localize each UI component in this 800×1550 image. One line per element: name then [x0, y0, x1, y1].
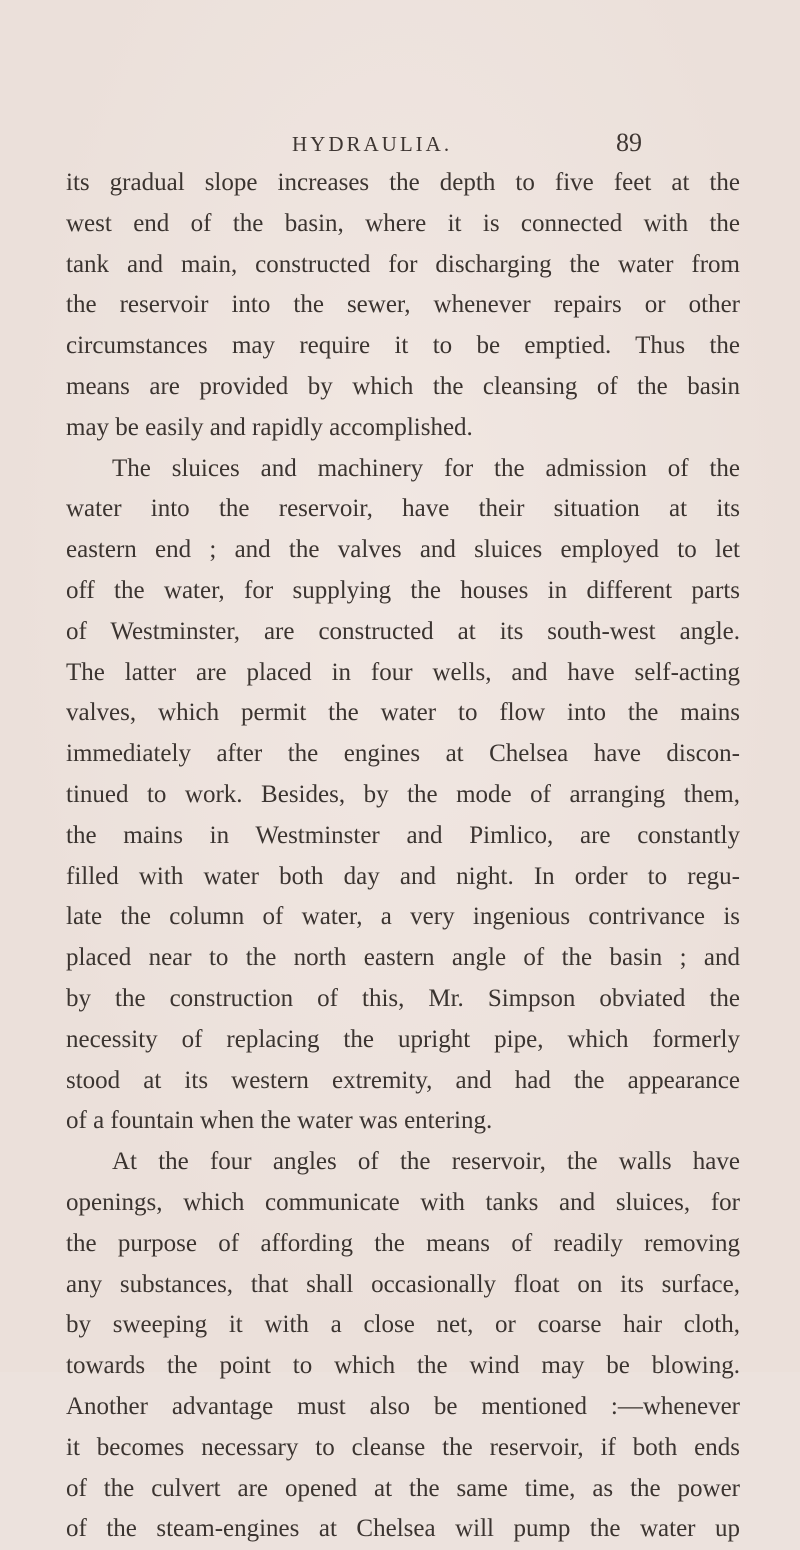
text-line: late the column of water, a very ingenious contrivance is	[66, 903, 740, 931]
text-line: necessity of replacing the upright pipe, which formerly	[66, 1025, 740, 1053]
text-line: tank and main, constructed for discharging the water from	[66, 250, 740, 278]
text-line: circumstances may require it to be emptied. Thus the	[66, 332, 740, 360]
text-line: stood at its western extremity, and had the appearance	[66, 1066, 740, 1094]
text-line: water into the reservoir, have their situation at its	[66, 495, 740, 523]
body-text	[66, 163, 740, 1550]
text-line: by sweeping it with a close net, or coarse hair cloth,	[66, 1311, 740, 1339]
text-line: tinued to work. Besides, by the mode of arranging them,	[66, 780, 740, 808]
text-line: Another advantage must also be mentioned :—whenever	[66, 1392, 740, 1420]
text-line: it becomes necessary to cleanse the reservoir, if both ends	[66, 1433, 740, 1461]
text-line: the mains in Westminster and Pimlico, are constantly	[66, 821, 740, 849]
text-line: of Westminster, are constructed at its south-west angle.	[66, 617, 740, 645]
text-line: immediately after the engines at Chelsea have discon-	[66, 740, 740, 768]
text-line: valves, which permit the water to flow into the mains	[66, 699, 740, 727]
text-line: the purpose of affording the means of readily removing	[66, 1229, 740, 1257]
text-line: placed near to the north eastern angle of the basin ; and	[66, 944, 740, 972]
text-line: off the water, for supplying the houses in different parts	[66, 576, 740, 604]
text-line: of the steam-engines at Chelsea will pump the water up	[66, 1515, 740, 1543]
text-line: means are provided by which the cleansing of the basin	[66, 372, 740, 400]
text-line: openings, which communicate with tanks and sluices, for	[66, 1188, 740, 1216]
text-line: At the four angles of the reservoir, the walls have	[112, 1148, 740, 1176]
page-number: 89	[616, 128, 642, 157]
text-line: The sluices and machinery for the admission of the	[112, 454, 740, 482]
text-line: by the construction of this, Mr. Simpson obviated the	[66, 984, 740, 1012]
text-line: filled with water both day and night. In order to regu-	[66, 862, 740, 890]
text-line: west end of the basin, where it is connected with the	[66, 209, 740, 237]
text-line: any substances, that shall occasionally float on its surface,	[66, 1270, 740, 1298]
running-title: HYDRAULIA.	[292, 132, 453, 156]
text-line: towards the point to which the wind may be blowing.	[66, 1352, 740, 1380]
text-line: The latter are placed in four wells, and have self-acting	[66, 658, 740, 686]
text-line: the reservoir into the sewer, whenever repairs or other	[66, 291, 740, 319]
text-line: may be easily and rapidly accomplished.	[66, 413, 473, 441]
text-line: eastern end ; and the valves and sluices employed to let	[66, 536, 740, 564]
text-line: of a fountain when the water was entering.	[66, 1107, 493, 1135]
text-line: its gradual slope increases the depth to five feet at the	[66, 169, 740, 196]
text-line: of the culvert are opened at the same time, as the power	[66, 1474, 740, 1502]
